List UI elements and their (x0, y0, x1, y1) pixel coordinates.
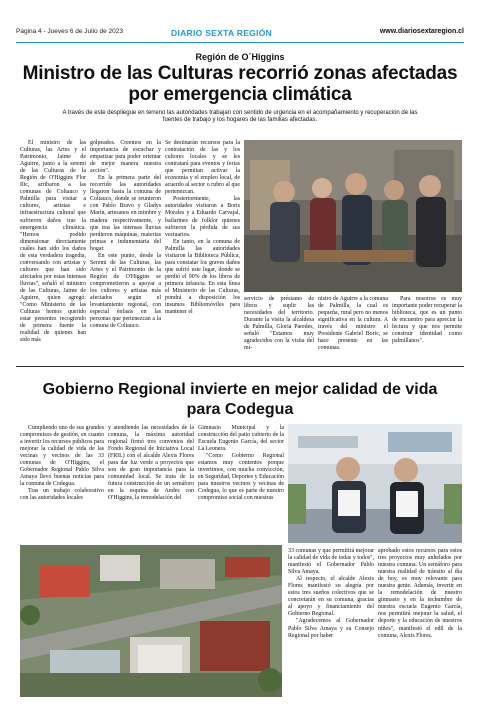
minister-visit-photo (244, 140, 462, 292)
article2-col3-p1: Gimnasio Municipal y la construcción del patio cubierto de la Escuela Eugenio García, del sector La Leonera. (198, 425, 284, 453)
page-number-date: Página 4 - Jueves 6 de Julio de 2023 (16, 28, 123, 35)
article1-col4-text: servicio de préstamo de libros y suplir las necesidades del territorio. Durante la visita la alcaldesa de Palmilla, Gloria Paredes, señaló "Estamos muy agradecidos con la visita del mi- (244, 296, 314, 352)
article1-col2-p1: golpeados. Creemos en la importancia de escuchar y empatizar para poder orientar de mejor manera nuestra acción". (90, 140, 161, 175)
article1-lead: A través de este despliegue en terreno las autoridades trabajan con sentido de urgencia en el acompañamiento y recuperación de las fuentes de trabajo y los hogares de las familias afectadas. (62, 110, 418, 124)
codegua-aerial-photo (20, 545, 282, 697)
agreement-signing-photo (288, 424, 462, 543)
article1-column-3 (165, 140, 240, 316)
article1-col6-text: Para nosotros es muy importante poder recuperar la biblioteca, que es un punto de encuentro para apreciar la lectura y que nos permite construir identidad como palmillanos". (392, 296, 462, 345)
article1-col3-p1: Se destinarán recursos para la contratación de las y los cultores locales y se les contratará para eventos y ferias que permitan activar la economía y el empleo local, de acuerdo al sector o rubro al que pertenezcan. (165, 140, 240, 196)
article1-col3-p2: Posteriormente, las autoridades visitaron a Boris Morales y a Eduardo Carvajal, bailarines de folklor quienes sufrieron la pérdida de sus vestuarios. (165, 196, 240, 238)
article2-headline: Gobierno Regional invierte en mejor calidad de vida para Codegua (42, 381, 438, 418)
website-link[interactable]: www.diariosextaregion.cl (379, 28, 464, 35)
article1-column-6 (392, 296, 462, 345)
article2-column-1 (20, 425, 104, 503)
article2-column-5 (378, 548, 462, 640)
article1-col5-text: nistro de Aguirre a la comuna de Palmilla, la cual es pequeña, rural pero no menos significativa en la cultura. A través del ministro el Presidente Gabriel Boric, se hace presente en las comunas. (318, 296, 388, 352)
article2-col1-p2: Tras un trabajo colaborativo con las autoridades locales (20, 488, 104, 502)
article2-col2-text: y atendiendo las necesidades de la comuna, la máxima autoridad regional firmó tres convenios del Fondo Regional de Iniciativa Local (FRIL) con el alcalde Alexis Flores para dar luz verde a proyectos que son de gran importancia para la comunidad local. Se trata de la futura construcción de un semáforo en la esquina de Andes con O'Higgins, la remodelación del (108, 425, 194, 502)
article1-kicker: Región de O´Higgins (195, 52, 285, 62)
article2-col5-text: aprobado estos recursos para estos tres proyectos muy anhelados por nuestra comuna. Un semáforo para nuestra realidad de tránsito al día de hoy, es muy relevante para nuestra gente. Además, invertir en la remodelación de nuestro gimnasio y en la techumbre de nuestra escuela Eugenio García, nos permitirá mejorar la salud, el deporte y la educación de nuestros niños", manifestó el edil de la comuna, Alexis Flores. (378, 548, 462, 639)
article2-column-3 (198, 425, 284, 503)
article2-col4-p2: Al respecto, el alcalde Alexis Flores manifestó su alegría por estos tres sueños colectivos que se concretarán en su comuna, gracias al apoyo y financiamiento del Gobierno Regional. (288, 576, 374, 618)
article2-column-2 (108, 425, 194, 503)
article1-col2-p3: En este punto, desde la Seremi de las Culturas, las Artes y el Patrimonio de la Región de O'Higgins se comprometieron a apoyar a los cultores y artistas más afectados según el levantamiento regional, con especial énfasis en las personas que pertenezcan a la comuna de Coltauco. (90, 252, 161, 330)
article2-col4-p1: 33 comunas y que permitirá mejorar la calidad de vida de todas y todos", manifestó el Gobernador Pablo Silva Amaya. (288, 548, 374, 576)
article1-col2-p2: En la primera parte del recorrido las autoridades llegaron hasta la comuna de Coltauco, donde se reunieron con Pablo Bravo y Gladys Marín, artesanos en mimbre y madera respectivamente, y que tras las intensas lluvias perdieron máquinas, materias primas e indumentaria del hogar. (90, 175, 161, 252)
article1-col1-text: El ministro de las Culturas, las Artes y el Patrimonio, Jaime de Aguirre, junto a la seremi de las Culturas de la Región de O'Higgins Flor Ilic, arribaron a las comunas de Coltauco y Palmilla para visitar a cultores, artistas e infraestructura cultural que sufrieron daños tras la emergencia climática. "Hemos podido dimensionar directamente cuáles han sido los daños de esta verdadera tragedia, conversando con artistas y cultores que han sido afectados por estas intensas lluvias", señaló el ministro de las Culturas, Jaime de Aguirre, quien agregó: "Como Ministerio de las Culturas hemos querido estar presentes recogiendo de primera fuente la realidad de quienes han sido más (20, 140, 86, 344)
article1-column-4 (244, 296, 314, 352)
newspaper-name: DIARIO SEXTA REGIÓN (171, 28, 273, 38)
article1-column-1 (20, 140, 86, 344)
page-header (16, 28, 464, 42)
article2-col1-p1: Cumpliendo uno de sus grandes compromisos de gestión, en cuanto a invertir los recursos públicos para mejorar la calidad de vida de las vecinas y vecinos de las 33 comunas de O'Higgins, el Gobernador Regional Pablo Silva Amaya llevó buenas noticias para la comuna de Codegua. (20, 425, 104, 488)
article2-col3-p2: "Como Gobierno Regional estamos muy contentos porque invertimos, con mucha convicción, en Seguridad, Deportes y Educación para nuestros vecinos y vecinas de Codegua, lo que es parte de nuestro compromiso social con nuestras (198, 453, 284, 502)
article1-column-5 (318, 296, 388, 352)
article-separator (16, 366, 464, 367)
article2-column-4 (288, 548, 374, 640)
article1-headline: Ministro de las Culturas recorrió zonas afectadas por emergencia climática (22, 63, 458, 105)
header-rule (16, 42, 464, 43)
article1-column-2 (90, 140, 161, 330)
article2-col4-p3: "Agradecemos al Gobernador Pablo Silva Amaya y su Consejo Regional por haber (288, 618, 374, 639)
article1-col3-p3: En tanto, en la comuna de Palmilla las autoridades visitaron la Biblioteca Pública, para constatar los graves daños que sufrió este lugar, donde se perdió el 90% de los libros de primera infancia. En esta línea el Ministerio de las Culturas, pondrá a disposición los insumos Bibliomóviles para mantener el (165, 238, 240, 316)
